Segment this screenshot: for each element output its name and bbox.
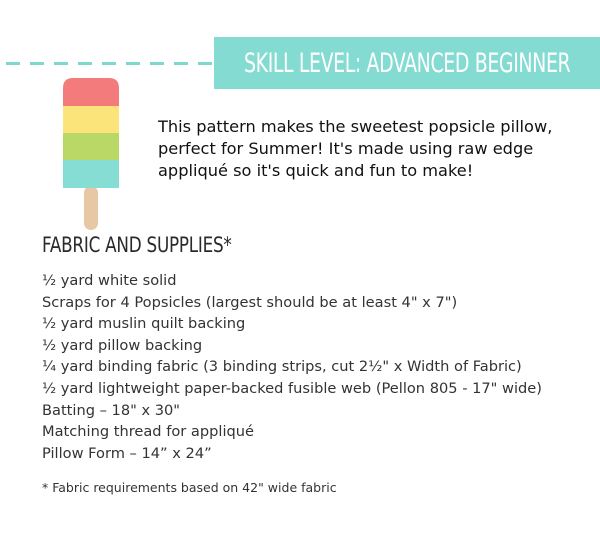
list-item: ½ yard lightweight paper-backed fusible web (Pellon 805 - 17" wide) — [42, 379, 542, 397]
popsicle-stripe-green — [63, 133, 119, 160]
list-item: Batting – 18" x 30" — [42, 401, 181, 419]
section-title: FABRIC AND SUPPLIES* — [42, 233, 232, 257]
list-item: Matching thread for appliqué — [42, 423, 254, 441]
popsicle-icon — [63, 78, 119, 234]
popsicle-stripe-yellow — [63, 106, 119, 133]
list-item: ½ yard white solid — [42, 272, 177, 289]
skill-level-banner — [214, 37, 600, 89]
popsicle-stripe-aqua — [63, 160, 119, 188]
popsicle-stripe-red — [63, 78, 119, 106]
intro-paragraph: This pattern makes the sweetest popsicle pillow, perfect for Summer! It's made using raw edge appliqué so it's quick and fun to make! — [158, 117, 553, 180]
list-item: ¼ yard binding fabric (3 binding strips, cut 2½" x Width of Fabric) — [42, 358, 522, 376]
popsicle-stick — [84, 186, 98, 230]
list-item: ½ yard muslin quilt backing — [42, 315, 246, 333]
supplies-list — [42, 270, 542, 464]
skill-level-text: SKILL LEVEL: ADVANCED BEGINNER — [243, 47, 571, 79]
list-item: ½ yard pillow backing — [42, 336, 203, 354]
dashed-divider — [6, 62, 214, 65]
list-item: Pillow Form – 14” x 24” — [42, 444, 212, 462]
footnote: * Fabric requirements based on 42" wide fabric — [42, 480, 337, 495]
list-item: Scraps for 4 Popsicles (largest should be at least 4" x 7") — [42, 293, 458, 311]
